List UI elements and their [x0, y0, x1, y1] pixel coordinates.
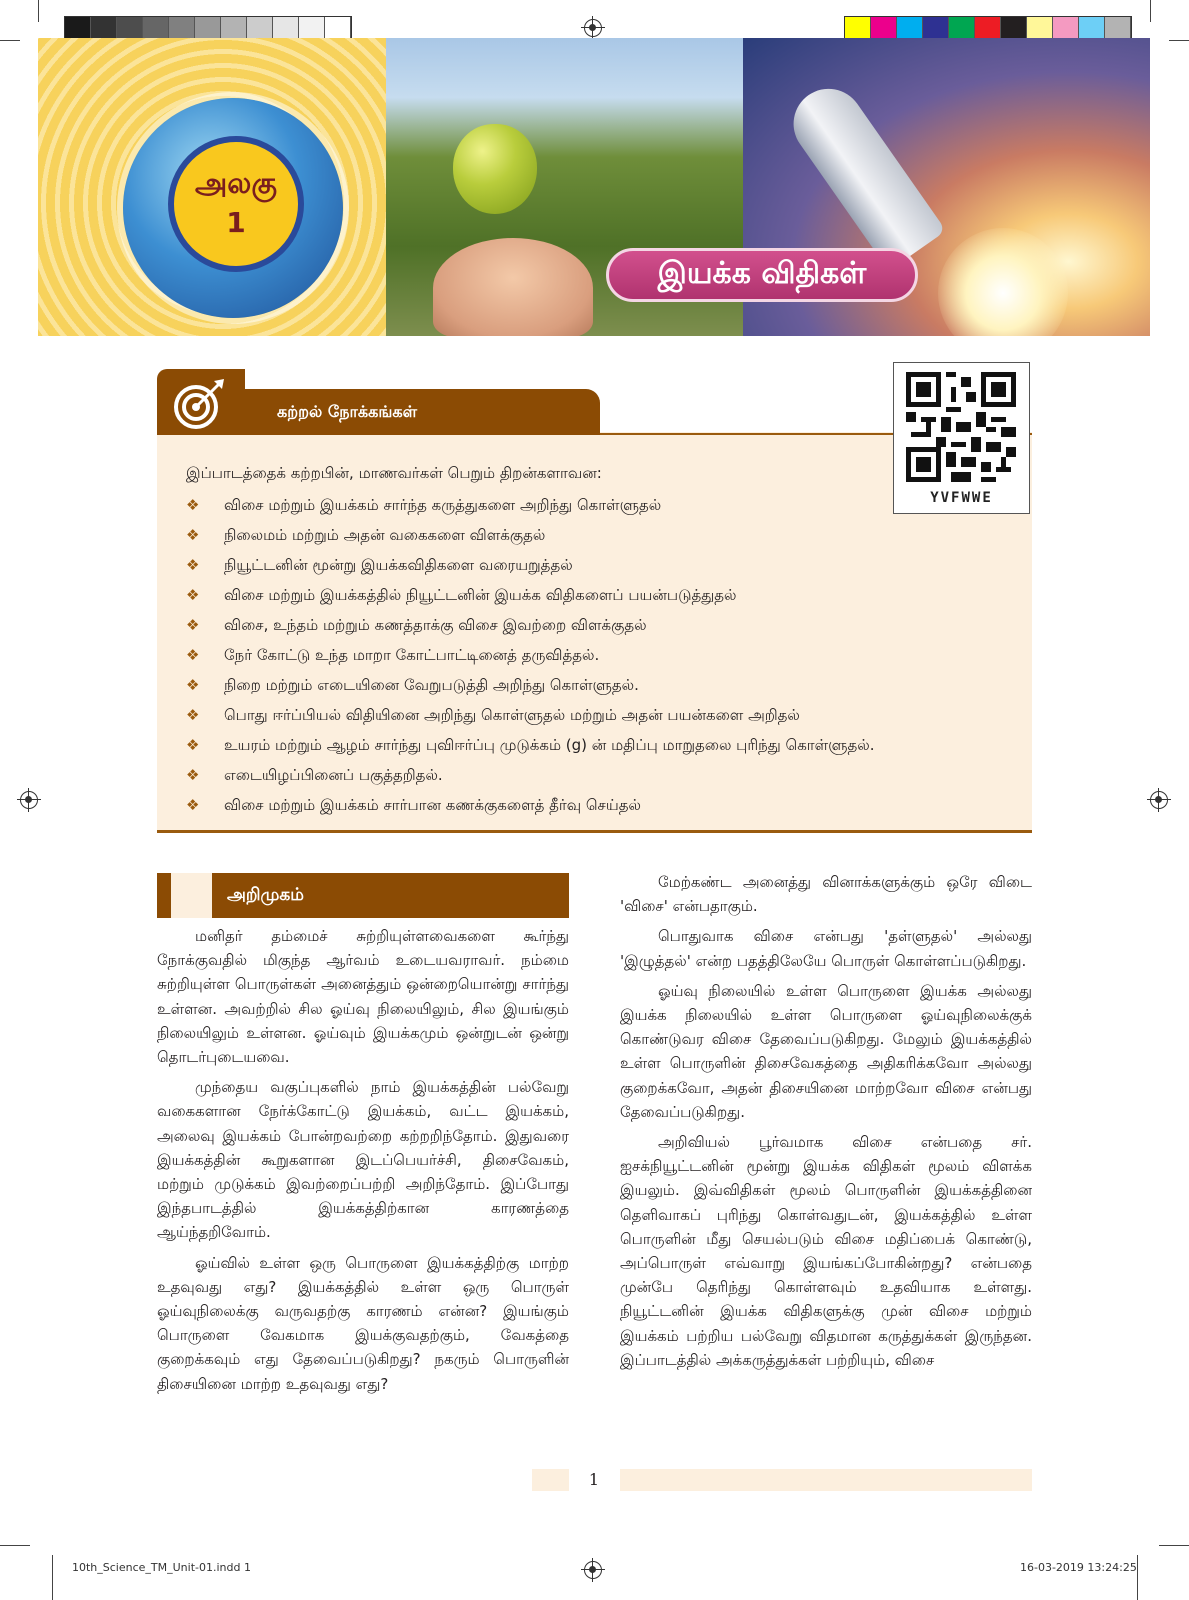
intro-heading-text: அறிமுகம் — [227, 885, 304, 905]
paragraph: அறிவியல் பூர்வமாக விசை என்பதை சர். ஐசக்நியூட்டனின் மூன்று இயக்க விதிகள் மூலம் விளக்க இயலும். இவ்விதிகள் மூலம் பொருளின் இயக்கத்தினை தெளிவாகப் புரிந்து கொள்வதுடன், இயக்கத்தில் உள்ள பொருளின் மீது செயல்படும் விசை மதிப்பைக் கொண்டு, அப்பொருள் எவ்வாறு இயங்கப்போகின்றது? என்பதை முன்பே தெரிந்து கொள்ளவும் உதவியாக உள்ளது. நியூட்டனின் இயக்க விதிகளுக்கு முன் விசை மற்றும் இயக்கம் பற்றிய பல்வேறு விதமான கருத்துக்கள் இருந்தன. இப்பாடத்தில் அக்கருத்துக்கள் பற்றியும், விசை — [620, 1133, 1032, 1369]
chapter-title: இயக்க விதிகள் — [657, 255, 867, 291]
list-item — [186, 675, 875, 705]
diamond-bullet-icon: ❖ — [186, 586, 200, 604]
list-item — [186, 495, 875, 525]
right-column — [620, 870, 1032, 1378]
objectives-heading-text: கற்றல் நோக்கங்கள் — [277, 401, 418, 421]
list-item — [186, 765, 875, 795]
list-item — [186, 795, 875, 825]
registration-mark-right — [1150, 791, 1168, 809]
objectives-heading — [245, 389, 600, 435]
objective-text: விசை மற்றும் இயக்கம் சார்ந்த கருத்துகளை அறிந்து கொள்ளுதல் — [224, 496, 662, 514]
crop-mark — [0, 1545, 30, 1546]
objective-text: பொது ஈர்ப்பியல் விதியினை அறிந்து கொள்ளுதல் மற்றும் அதன் பயன்களை அறிதல் — [224, 706, 800, 724]
hand-illustration — [433, 238, 593, 336]
paragraph: ஓய்வு நிலையில் உள்ள பொருளை இயக்க அல்லது இயக்க நிலையில் உள்ள பொருளை ஓய்வுநிலைக்குக் கொண்டுவர விசை தேவைப்படுகிறது. மேலும் இயக்கத்தில் உள்ள பொருளின் திசைவேகத்தை அதிகரிக்கவோ அல்லது குறைக்கவோ, அதன் திசையினை மாற்றவோ விசை என்பது தேவைப்படுகிறது. — [620, 981, 1032, 1121]
paragraph: மேற்கண்ட அனைத்து வினாக்களுக்கும் ஒரே விடை 'விசை' என்பதாகும். — [620, 873, 1032, 916]
unit-number: 1 — [226, 206, 246, 240]
objective-text: நியூட்டனின் மூன்று இயக்கவிதிகளை வரையறுத்தல் — [224, 556, 573, 574]
objectives-bottom-rule — [157, 830, 1032, 833]
unit-badge — [168, 136, 304, 272]
objectives-list — [186, 495, 875, 825]
list-item — [186, 615, 875, 645]
diamond-bullet-icon: ❖ — [186, 556, 200, 574]
objective-text: விசை மற்றும் இயக்கம் சார்பான கணக்குகளைத் தீர்வு செய்தல் — [224, 796, 641, 814]
paragraph: பொதுவாக விசை என்பது 'தள்ளுதல்' அல்லது 'இழுத்தல்' என்ற பதத்திலேயே பொருள் கொள்ளப்படுகிறது. — [620, 927, 1032, 970]
diamond-bullet-icon: ❖ — [186, 796, 200, 814]
crop-mark — [1169, 40, 1189, 41]
crop-mark — [1137, 1555, 1138, 1600]
paragraph: முந்தைய வகுப்புகளில் நாம் இயக்கத்தின் பல்வேறு வகைகளான நேர்க்கோட்டு இயக்கம், வட்ட இயக்கம், அலைவு இயக்கம் போன்றவற்றை கற்றறிந்தோம். இதுவரை இயக்கத்தின் கூறுகளான இடப்பெயர்ச்சி, திசைவேகம், மற்றும் முடுக்கம் இவற்றைப்பற்றி அறிந்தோம். இப்போது இந்தபாடத்தில் இயக்கத்திற்கான காரணத்தை ஆய்ந்தறிவோம். — [157, 1078, 569, 1242]
chapter-banner — [38, 38, 1150, 336]
list-item — [186, 555, 875, 585]
heading-notch — [171, 873, 212, 918]
diamond-bullet-icon: ❖ — [186, 766, 200, 784]
left-column — [157, 924, 569, 1402]
diamond-bullet-icon: ❖ — [186, 616, 200, 634]
unit-label: அலகு — [195, 166, 277, 201]
list-item — [186, 585, 875, 615]
diamond-bullet-icon: ❖ — [186, 676, 200, 694]
target-icon — [172, 377, 226, 431]
qr-code[interactable] — [906, 372, 1016, 482]
objective-text: எடையிழப்பினைப் பகுத்தறிதல். — [224, 766, 443, 784]
crop-mark — [1150, 0, 1151, 22]
diamond-bullet-icon: ❖ — [186, 646, 200, 664]
page-number: 1 — [588, 1470, 600, 1489]
objective-text: உயரம் மற்றும் ஆழம் சார்ந்து புவிஈர்ப்பு முடுக்கம் (g) ன் மதிப்பு மாறுதலை புரிந்து கொள்ளுதல். — [224, 736, 875, 754]
objective-text: விசை மற்றும் இயக்கத்தில் நியூட்டனின் இயக்க விதிகளைப் பயன்படுத்துதல் — [224, 586, 737, 604]
registration-mark-left — [20, 791, 38, 809]
footer-page-tab — [532, 1469, 569, 1491]
apple-illustration — [453, 124, 537, 214]
file-slug: 10th_Science_TM_Unit-01.indd 1 — [72, 1561, 251, 1574]
list-item — [186, 645, 875, 675]
diamond-bullet-icon: ❖ — [186, 526, 200, 544]
objective-text: நிலைமம் மற்றும் அதன் வகைகளை விளக்குதல் — [224, 526, 546, 544]
list-item — [186, 525, 875, 555]
qr-code-label: YVFWWE — [930, 490, 993, 506]
objective-text: நேர் கோட்டு உந்த மாறா கோட்பாட்டினைத் தருவித்தல். — [224, 646, 600, 664]
crop-mark — [1159, 1545, 1189, 1546]
registration-mark-top — [584, 19, 602, 37]
registration-mark-bottom — [584, 1561, 602, 1579]
objective-text: விசை, உந்தம் மற்றும் கணத்தாக்கு விசை இவற்றை விளக்குதல் — [224, 616, 647, 634]
chapter-title-pill — [606, 248, 918, 302]
paragraph: ஓய்வில் உள்ள ஒரு பொருளை இயக்கத்திற்கு மாற்ற உதவுவது எது? இயக்கத்தில் உள்ள ஒரு பொருள் ஓய்வுநிலைக்கு வருவதற்கு காரணம் என்ன? இயங்கும் பொருளை வேகமாக இயக்குவதற்கும், வேகத்தை குறைக்கவும் எது தேவைப்படுகிறது? நகரும் பொருளின் திசையினை மாற்ற உதவுவது எது? — [157, 1253, 569, 1393]
paragraph: மனிதர் தம்மைச் சுற்றியுள்ளவைகளை கூர்ந்து நோக்குவதில் மிகுந்த ஆர்வம் உடையவராவர். நம்மை சுற்றியுள்ள பொருள்கள் அனைத்தும் ஒன்றையொன்று சார்ந்து உள்ளன. அவற்றில் சில ஓய்வு நிலையிலும், சில இயங்கும் நிலையிலும் உள்ளன. ஓய்வும் இயக்கமும் ஒன்றுடன் ஒன்று தொடர்புடையவை. — [157, 927, 569, 1067]
list-item — [186, 705, 875, 735]
objective-text: நிறை மற்றும் எடையினை வேறுபடுத்தி அறிந்து கொள்ளுதல். — [224, 676, 639, 694]
intro-section-heading — [157, 873, 569, 918]
footer-bar — [620, 1469, 1032, 1491]
date-slug: 16-03-2019 13:24:25 — [1020, 1561, 1137, 1574]
diamond-bullet-icon: ❖ — [186, 706, 200, 724]
crop-mark — [0, 40, 20, 41]
crop-mark — [52, 1555, 53, 1600]
crop-mark — [38, 0, 39, 22]
objectives-intro: இப்பாடத்தைக் கற்றபின், மாணவர்கள் பெறும் திறன்களாவன: — [186, 464, 602, 482]
diamond-bullet-icon: ❖ — [186, 496, 200, 514]
diamond-bullet-icon: ❖ — [186, 736, 200, 754]
list-item — [186, 735, 875, 765]
